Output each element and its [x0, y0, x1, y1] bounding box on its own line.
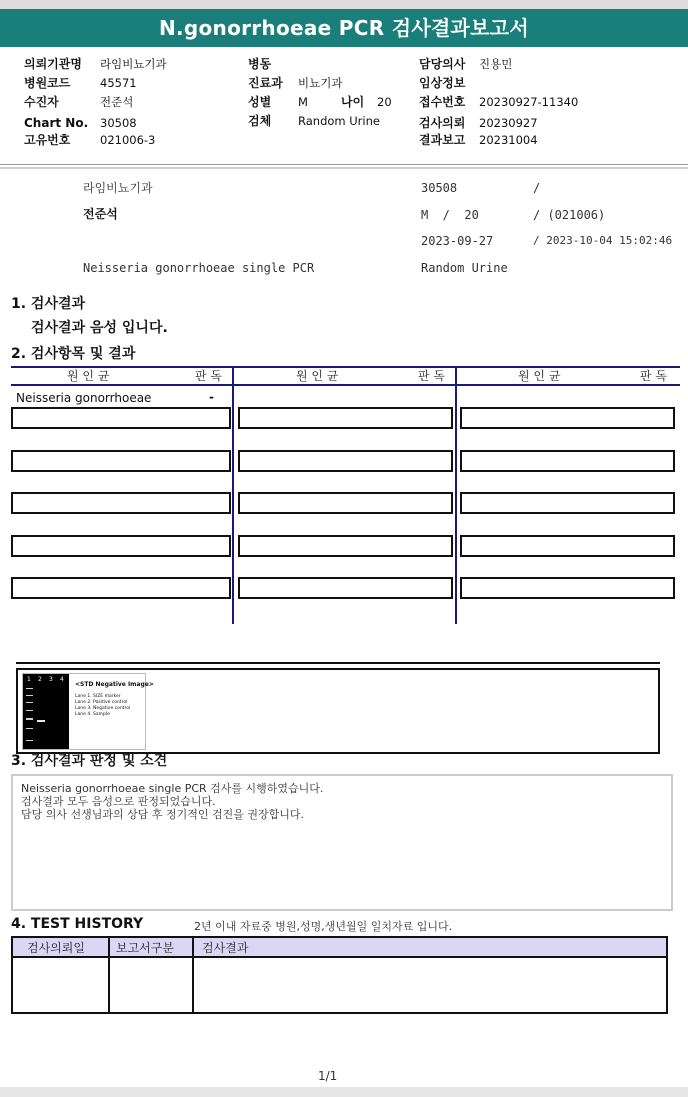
sex-value: M	[298, 95, 308, 109]
marker-band	[26, 710, 33, 711]
age-value: 20	[377, 95, 392, 109]
empty-result-cell	[460, 535, 675, 557]
marker-band	[26, 740, 33, 741]
lane-legend-item: Lane 2. Positive control	[75, 700, 128, 705]
marker-band	[26, 695, 33, 696]
history-note: 2년 이내 자료중 병원,성명,생년월일 일치자료 입니다.	[194, 920, 453, 933]
department-value: 비뇨기과	[298, 76, 343, 90]
pathogen-verdict: -	[209, 390, 214, 404]
empty-result-cell	[238, 450, 453, 472]
report-date-value: 20231004	[479, 133, 538, 147]
results-col-divider-2	[455, 366, 457, 624]
marker-band	[26, 728, 33, 729]
verdict-header-3: 판 독	[640, 369, 667, 383]
stamp-test-name: Neisseria gonorrhoeae single PCR	[83, 261, 315, 275]
hospital-code-value: 45571	[100, 76, 137, 90]
std-image-top-rule	[16, 662, 660, 664]
accession-no-label: 접수번호	[419, 95, 466, 109]
request-date-value: 20230927	[479, 116, 538, 130]
positive-control-band	[37, 720, 45, 722]
pathogen-header-3: 원 인 균	[518, 369, 561, 383]
stamp-patient: 전준석	[83, 207, 118, 221]
empty-result-cell	[11, 450, 231, 472]
stamp-slash: /	[533, 181, 541, 195]
empty-result-cell	[238, 577, 453, 599]
verdict-header-1: 판 독	[195, 369, 222, 383]
bottom-rule	[0, 1087, 688, 1097]
marker-band	[26, 702, 33, 703]
verdict-header-2: 판 독	[418, 369, 445, 383]
lane-legend-item: Lane 4. Sample	[75, 712, 110, 717]
findings-line: Neisseria gonorrhoeae single PCR 검사를 시행하였습니다.	[21, 782, 324, 795]
pathogen-name: Neisseria gonorrhoeae	[16, 391, 152, 405]
empty-result-cell	[11, 407, 231, 429]
pathogen-header-1: 원 인 균	[67, 369, 110, 383]
unique-id-value: 021006-3	[100, 133, 156, 147]
empty-result-cell	[238, 407, 453, 429]
doctor-label: 담당의사	[419, 57, 466, 71]
patient-value: 전준석	[100, 95, 134, 109]
header-divider	[0, 164, 688, 165]
lane-number: 1	[27, 676, 31, 683]
results-col-divider-1	[232, 366, 234, 624]
doctor-value: 진용민	[479, 57, 513, 71]
history-header-request-date: 검사의뢰일	[27, 941, 85, 955]
top-rule	[0, 0, 688, 9]
lane-number: 3	[49, 676, 53, 683]
unique-id-label: 고유번호	[24, 133, 71, 147]
specimen-label: 검체	[248, 114, 272, 128]
findings-line: 담당 의사 선생님과의 상담 후 정기적인 검진을 권장합니다.	[21, 808, 304, 821]
history-header-result: 검사결과	[202, 941, 249, 955]
stamp-specimen: Random Urine	[421, 261, 508, 275]
std-image-title: <STD Negative Image>	[75, 681, 154, 688]
marker-band	[26, 718, 33, 720]
department-label: 진료과	[248, 76, 283, 90]
requesting-clinic-value: 라임비뇨기과	[100, 57, 167, 71]
report-date-label: 결과보고	[419, 133, 466, 147]
history-table	[11, 936, 668, 1014]
lane-legend-item: Lane 3. Negative control	[75, 706, 131, 711]
lane-number: 4	[60, 676, 64, 683]
empty-result-cell	[11, 577, 231, 599]
stamp-request-date: 2023-09-27	[421, 234, 494, 248]
ward-label: 병동	[248, 57, 272, 71]
empty-result-cell	[11, 535, 231, 557]
empty-result-cell	[238, 492, 453, 514]
section-1-title: 1. 검사결과	[11, 296, 86, 312]
clinical-info-label: 임상정보	[419, 76, 466, 90]
requesting-clinic-label: 의뢰기관명	[24, 57, 82, 71]
stamp-id-code: / (021006)	[533, 208, 606, 222]
marker-band	[26, 688, 33, 689]
gel-image-panel	[22, 673, 154, 750]
empty-result-cell	[460, 407, 675, 429]
section-2-title: 2. 검사항목 및 결과	[11, 346, 136, 362]
specimen-value: Random Urine	[298, 114, 380, 128]
history-header-report-type: 보고서구분	[116, 941, 174, 955]
header-divider-shadow	[0, 167, 688, 169]
lane-number: 2	[38, 676, 42, 683]
report-title: N.gonorrhoeae PCR 검사결과보고서	[0, 9, 688, 47]
result-summary: 검사결과 음성 입니다.	[31, 320, 168, 336]
pathogen-header-2: 원 인 균	[296, 369, 339, 383]
empty-result-cell	[460, 450, 675, 472]
gel-electrophoresis-image	[23, 674, 69, 749]
patient-label: 수진자	[24, 95, 59, 109]
section-3-title: 3. 검사결과 판정 및 소견	[11, 753, 168, 769]
page-number: 1/1	[318, 1069, 338, 1083]
results-table-top-rule	[11, 366, 680, 368]
empty-result-cell	[238, 535, 453, 557]
empty-result-cell	[11, 492, 231, 514]
chart-no-value: 30508	[100, 116, 137, 130]
section-4-title: 4. TEST HISTORY	[11, 916, 144, 932]
findings-box	[11, 774, 673, 911]
stamp-sex-age: M / 20	[421, 208, 479, 222]
empty-result-cell	[460, 577, 675, 599]
age-label: 나이	[341, 95, 365, 109]
stamp-chart: 30508	[421, 181, 458, 195]
stamp-report-datetime: / 2023-10-04 15:02:46	[533, 234, 673, 247]
accession-no-value: 20230927-11340	[479, 95, 579, 109]
lane-legend-item: Lane 1. SIZE marker	[75, 694, 121, 699]
hospital-code-label: 병원코드	[24, 76, 71, 90]
stamp-clinic: 라임비뇨기과	[83, 181, 153, 195]
sex-label: 성별	[248, 95, 272, 109]
findings-line: 검사결과 모두 음성으로 판정되었습니다.	[21, 795, 216, 808]
request-date-label: 검사의뢰	[419, 116, 466, 130]
empty-result-cell	[460, 492, 675, 514]
chart-no-label: Chart No.	[24, 116, 89, 130]
results-table-header-rule	[11, 384, 680, 386]
